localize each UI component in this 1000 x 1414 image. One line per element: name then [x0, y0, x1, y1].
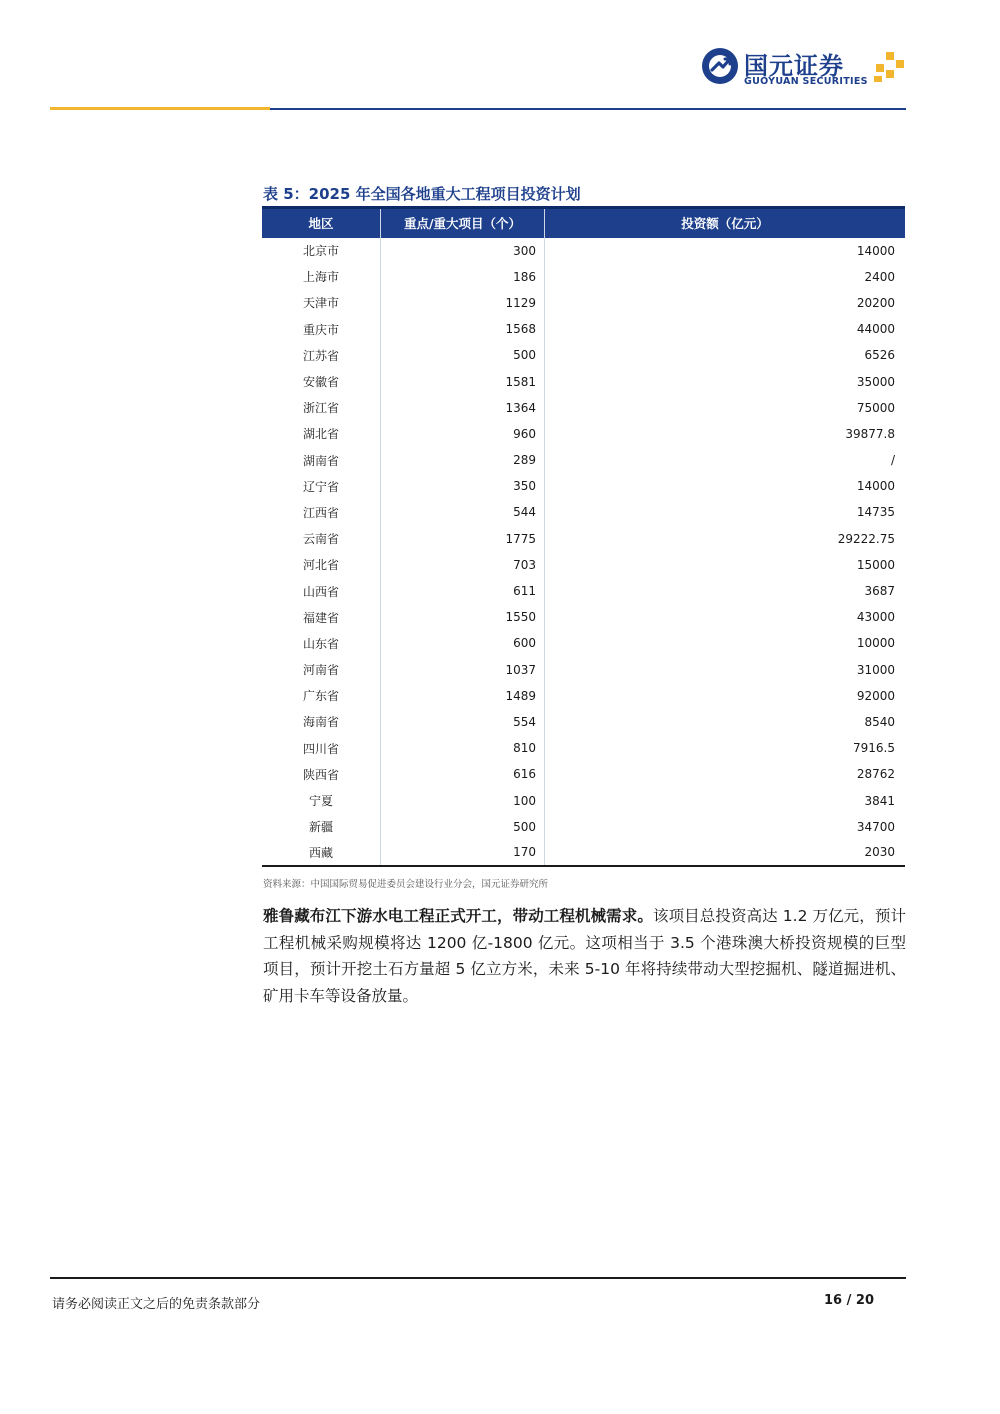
paragraph-body: 该项目总投资高达 1.2 万亿元，预计工程机械采购规模将达 1200 亿-1800 亿元。这项相当于 3.5 个港珠澳大桥投资规模的巨型项目，预计开挖土石方量超 5 亿立方米，未来 5-10 年将持续带动大型挖掘机、隧道掘进机、矿用卡车等设备放量。 — [263, 907, 906, 1005]
table-row — [262, 578, 905, 604]
cell-investment: 75000 — [856, 400, 895, 415]
cell-investment: 3841 — [864, 793, 895, 808]
cell-projects: 960 — [381, 421, 545, 447]
cell-investment: 28762 — [856, 767, 895, 782]
paragraph-lead: 雅鲁藏布江下游水电工程正式开工，带动工程机械需求。 — [263, 907, 653, 925]
cell-projects: 1775 — [381, 526, 545, 552]
table-row — [262, 499, 905, 525]
cell-projects: 810 — [381, 735, 545, 761]
table-row — [262, 604, 905, 630]
table-row — [262, 814, 905, 840]
cell-projects: 1129 — [381, 290, 545, 316]
table-row — [262, 761, 905, 787]
cell-region: 福建省 — [262, 604, 381, 630]
cell-region: 新疆 — [262, 814, 381, 840]
cell-investment: 7916.5 — [853, 741, 895, 756]
table-row — [262, 630, 905, 656]
table-header-row — [262, 208, 905, 238]
cell-region: 广东省 — [262, 683, 381, 709]
cell-projects: 170 — [381, 840, 545, 866]
cell-projects: 350 — [381, 473, 545, 499]
table-row — [262, 395, 905, 421]
cell-investment: 44000 — [856, 322, 895, 337]
brand-name-cn: 国元证券 — [744, 52, 844, 80]
brand-logo — [700, 44, 910, 92]
table-source-note: 资料来源：中国国际贸易促进委员会建设行业分会，国元证券研究所 — [263, 879, 549, 890]
cell-projects: 289 — [381, 447, 545, 473]
cell-projects: 500 — [381, 814, 545, 840]
cell-investment: 92000 — [856, 688, 895, 703]
cell-investment: 29222.75 — [837, 531, 895, 546]
cell-projects: 1550 — [381, 604, 545, 630]
cell-region: 山西省 — [262, 578, 381, 604]
table-row — [262, 290, 905, 316]
table-row — [262, 657, 905, 683]
cell-investment: 14000 — [856, 479, 895, 494]
cell-projects: 1568 — [381, 316, 545, 342]
table-row — [262, 787, 905, 813]
cell-investment: 39877.8 — [845, 426, 895, 441]
table-row — [262, 552, 905, 578]
cell-investment: 43000 — [856, 610, 895, 625]
table-row — [262, 447, 905, 473]
cell-region: 云南省 — [262, 526, 381, 552]
cell-region: 天津市 — [262, 290, 381, 316]
cell-region: 上海市 — [262, 264, 381, 290]
cell-projects: 554 — [381, 709, 545, 735]
table-row — [262, 238, 905, 264]
footer-rule — [50, 1277, 906, 1279]
cell-projects: 616 — [381, 761, 545, 787]
footer-disclaimer: 请务必阅读正文之后的免责条款部分 — [52, 1297, 261, 1312]
cell-investment: 14735 — [856, 505, 895, 520]
cell-region: 辽宁省 — [262, 473, 381, 499]
cell-region: 安徽省 — [262, 368, 381, 394]
cell-investment: 34700 — [856, 819, 895, 834]
cell-region: 湖南省 — [262, 447, 381, 473]
cell-region: 陕西省 — [262, 761, 381, 787]
cell-region: 四川省 — [262, 735, 381, 761]
table-row — [262, 421, 905, 447]
cell-region: 河北省 — [262, 552, 381, 578]
cell-investment: 3687 — [864, 584, 895, 599]
cell-projects: 300 — [381, 238, 545, 264]
cell-investment: 8540 — [864, 714, 895, 729]
table-row — [262, 735, 905, 761]
cell-region: 重庆市 — [262, 316, 381, 342]
cell-investment: 20200 — [856, 295, 895, 310]
column-header-projects: 重点/重大项目（个） — [381, 208, 545, 238]
table-row — [262, 368, 905, 394]
cell-region: 宁夏 — [262, 787, 381, 813]
cell-investment: 15000 — [856, 557, 895, 572]
cell-region: 浙江省 — [262, 395, 381, 421]
gold-accent-icon — [872, 50, 906, 84]
cell-investment: 14000 — [856, 243, 895, 258]
cell-projects: 1037 — [381, 657, 545, 683]
cell-projects: 100 — [381, 787, 545, 813]
cell-projects: 500 — [381, 342, 545, 368]
investment-table — [262, 206, 905, 867]
cell-region: 北京市 — [262, 238, 381, 264]
cell-region: 湖北省 — [262, 421, 381, 447]
cell-region: 江苏省 — [262, 342, 381, 368]
table-row — [262, 683, 905, 709]
table-row — [262, 840, 905, 866]
cell-investment: 31000 — [856, 662, 895, 677]
column-header-region: 地区 — [262, 208, 381, 238]
cell-projects: 1489 — [381, 683, 545, 709]
header-rule-blue — [270, 108, 906, 110]
page-number: 16 / 20 — [824, 1293, 874, 1308]
cell-investment: 10000 — [856, 636, 895, 651]
table-row — [262, 473, 905, 499]
cell-investment: 6526 — [864, 348, 895, 363]
cell-region: 海南省 — [262, 709, 381, 735]
cell-investment: / — [890, 453, 895, 468]
cell-region: 西藏 — [262, 840, 381, 866]
cell-projects: 186 — [381, 264, 545, 290]
body-paragraph — [263, 903, 906, 1009]
table-row — [262, 264, 905, 290]
cell-investment: 35000 — [856, 374, 895, 389]
table-caption: 表 5：2025 年全国各地重大工程项目投资计划 — [263, 185, 581, 203]
column-header-investment: 投资额（亿元） — [545, 208, 906, 238]
cell-region: 河南省 — [262, 657, 381, 683]
cell-projects: 600 — [381, 630, 545, 656]
cell-projects: 703 — [381, 552, 545, 578]
cell-projects: 1581 — [381, 368, 545, 394]
table-row — [262, 709, 905, 735]
cell-projects: 544 — [381, 499, 545, 525]
table-row — [262, 342, 905, 368]
cell-investment: 2400 — [864, 269, 895, 284]
table-row — [262, 316, 905, 342]
header-rule-gold — [50, 107, 270, 110]
cell-region: 山东省 — [262, 630, 381, 656]
cell-investment: 2030 — [545, 840, 906, 866]
table-row — [262, 526, 905, 552]
brand-name-en: GUOYUAN SECURITIES — [744, 76, 868, 87]
cell-projects: 611 — [381, 578, 545, 604]
guoyuan-logo-icon — [700, 46, 740, 86]
cell-projects: 1364 — [381, 395, 545, 421]
cell-region: 江西省 — [262, 499, 381, 525]
